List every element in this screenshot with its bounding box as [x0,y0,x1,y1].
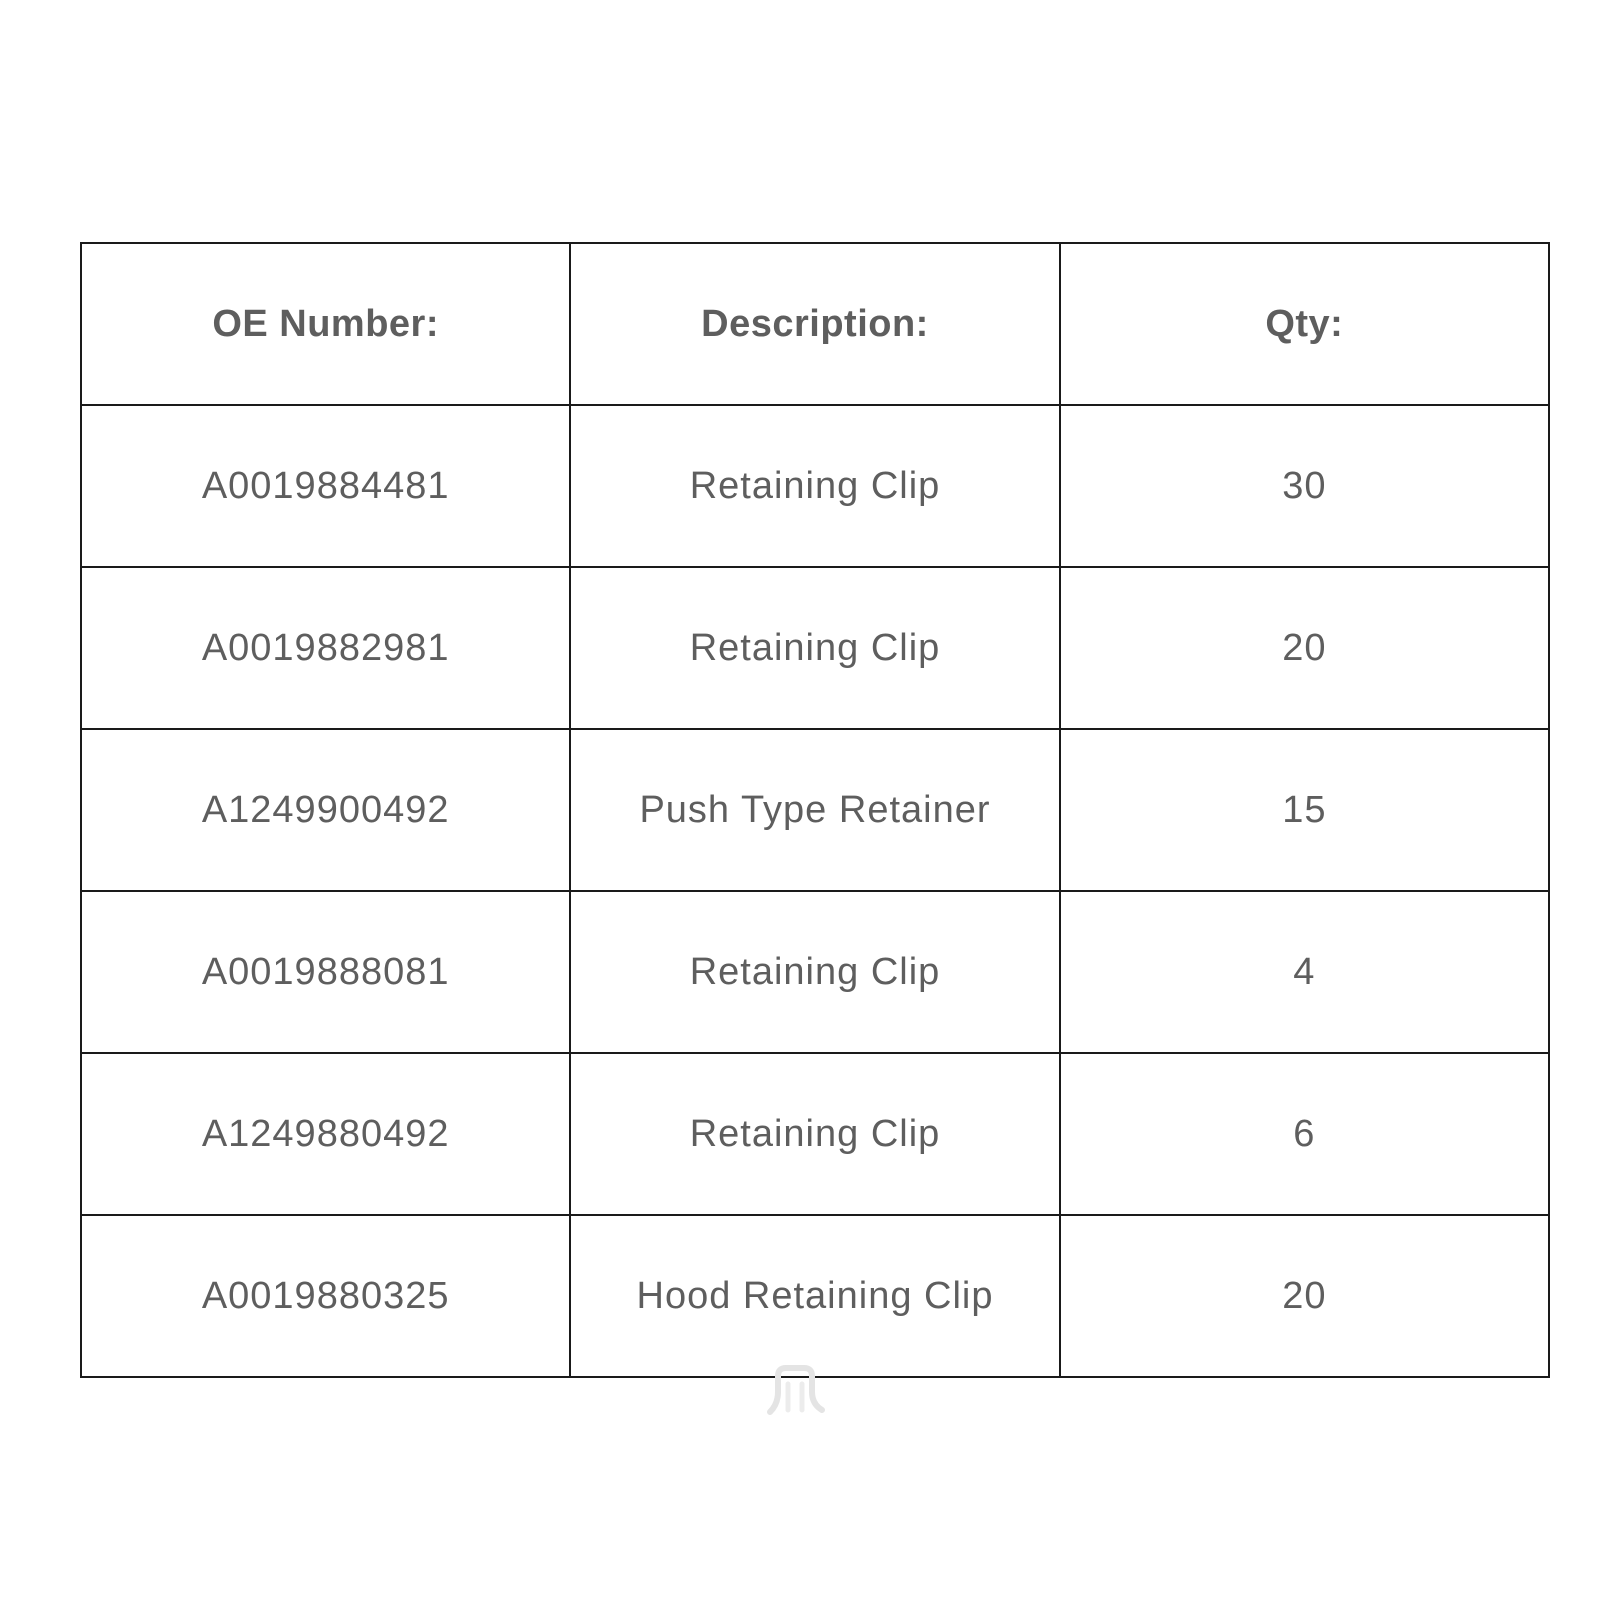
cell-qty: 30 [1060,405,1549,567]
cell-description: Retaining Clip [570,405,1059,567]
cell-description: Retaining Clip [570,891,1059,1053]
cell-qty: 15 [1060,729,1549,891]
cell-oe-number: A0019884481 [81,405,570,567]
cell-description: Retaining Clip [570,567,1059,729]
parts-table [80,242,1550,1378]
cell-qty: 20 [1060,1215,1549,1377]
cell-qty: 4 [1060,891,1549,1053]
header-description: Description: [570,243,1059,405]
cell-oe-number: A1249880492 [81,1053,570,1215]
header-qty: Qty: [1060,243,1549,405]
cell-description: Push Type Retainer [570,729,1059,891]
table-row [81,405,1549,567]
clip-logo-icon [764,1362,828,1418]
table-row [81,1215,1549,1377]
cell-oe-number: A0019880325 [81,1215,570,1377]
cell-qty: 20 [1060,567,1549,729]
cell-qty: 6 [1060,1053,1549,1215]
table-row [81,567,1549,729]
cell-oe-number: A0019888081 [81,891,570,1053]
cell-description: Retaining Clip [570,1053,1059,1215]
header-oe-number: OE Number: [81,243,570,405]
cell-oe-number: A0019882981 [81,567,570,729]
cell-description: Hood Retaining Clip [570,1215,1059,1377]
table-row [81,1053,1549,1215]
table-row [81,729,1549,891]
table-row [81,891,1549,1053]
table-header-row [81,243,1549,405]
cell-oe-number: A1249900492 [81,729,570,891]
